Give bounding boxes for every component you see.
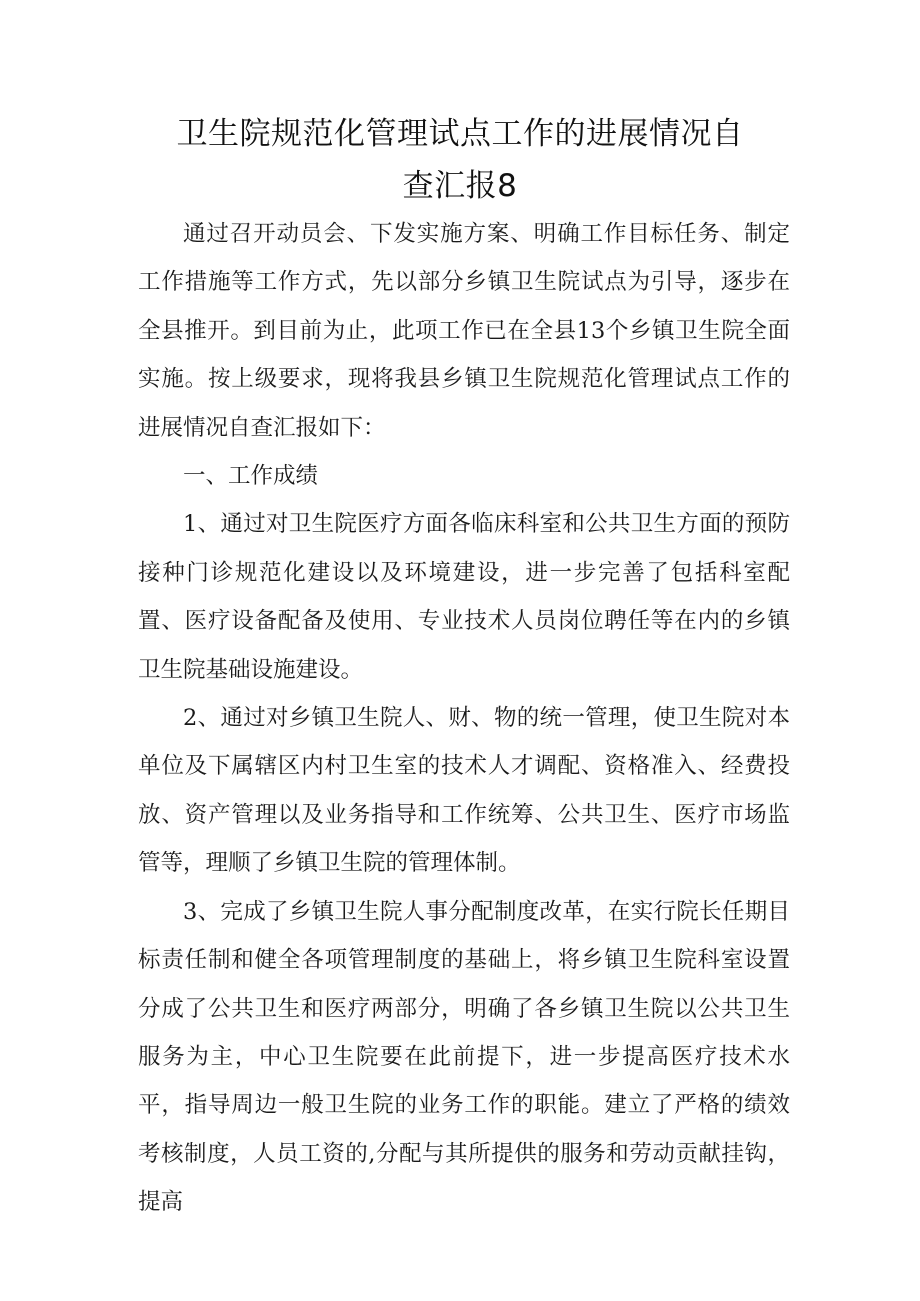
paragraph-item-3: 3、完成了乡镇卫生院人事分配制度改革，在实行院长任期目标责任制和健全各项管理制度的基础上，将乡镇卫生院科室设置分成了公共卫生和医疗两部分，明确了各乡镇卫生院以公共卫生服务为主，中心卫生院要在此前提下，进一步提高医疗技术水平，指导周边一般卫生院的业务工作的职能。建立了严格的绩效考核制度，人员工资的,分配与其所提供的服务和劳动贡献挂钩，提高 (138, 898, 790, 1216)
intro-paragraph: 通过召开动员会、下发实施方案、明确工作目标任务、制定工作措施等工作方式，先以部分乡镇卫生院试点为引导，逐步在全县推开。到目前为止，此项工作已在全县13个乡镇卫生院全面实施。按上级要求，现将我县乡镇卫生院规范化管理试点工作的进展情况自查汇报如下： (138, 221, 790, 441)
document-title-line-1: 卫生院规范化管理试点工作的进展情况自 (176, 116, 744, 152)
document-title-line-2: 查汇报8 (402, 168, 518, 204)
paragraph-item-1: 1、通过对卫生院医疗方面各临床科室和公共卫生方面的预防接种门诊规范化建设以及环境建设，进一步完善了包括科室配置、医疗设备配备及使用、专业技术人员岗位聘任等在内的乡镇卫生院基础设施建设。 (138, 511, 790, 683)
section-heading-achievements: 一、工作成绩 (183, 463, 319, 490)
document-body (138, 210, 790, 1227)
paragraph-item-2: 2、通过对乡镇卫生院人、财、物的统一管理，使卫生院对本单位及下属辖区内村卫生室的技术人才调配、资格准入、经费投放、资产管理以及业务指导和工作统筹、公共卫生、医疗市场监管等，理顺了乡镇卫生院的管理体制。 (138, 705, 790, 877)
